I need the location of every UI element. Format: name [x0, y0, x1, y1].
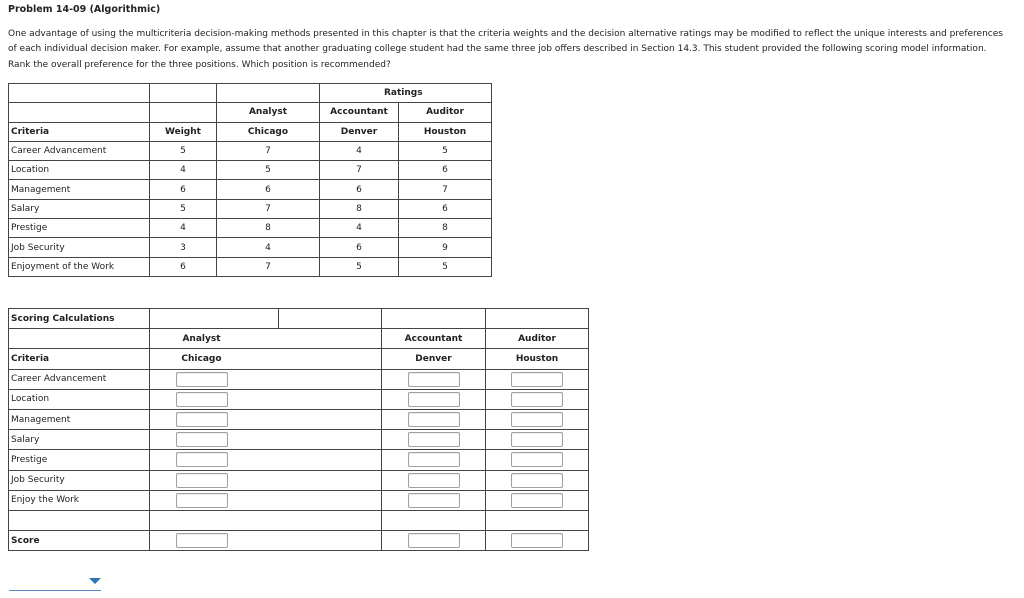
criterion-label: Prestige	[9, 219, 150, 238]
rating-value: 4	[320, 141, 399, 160]
rating-value: 6	[320, 238, 399, 257]
rating-value: 4	[320, 219, 399, 238]
score-input-auditor[interactable]	[511, 372, 563, 387]
table-row	[9, 238, 492, 257]
score-input-auditor[interactable]	[511, 412, 563, 427]
rating-value: 8	[399, 219, 492, 238]
score-input-auditor[interactable]	[511, 493, 563, 508]
score-input-analyst[interactable]	[176, 392, 228, 407]
total-score-input-auditor[interactable]	[511, 533, 563, 548]
alternative-job-row	[9, 329, 589, 349]
scoring-table	[8, 308, 589, 551]
score-input-auditor[interactable]	[511, 432, 563, 447]
weight-value: 6	[150, 257, 217, 276]
rating-value: 9	[399, 238, 492, 257]
score-input-analyst[interactable]	[176, 452, 228, 467]
scoring-title: Scoring Calculations	[9, 309, 150, 329]
table-row	[9, 409, 589, 429]
score-input-auditor[interactable]	[511, 452, 563, 467]
score-input-accountant[interactable]	[408, 412, 460, 427]
criterion-label: Enjoyment of the Work	[9, 257, 150, 276]
score-input-auditor[interactable]	[511, 473, 563, 488]
table-row	[9, 161, 492, 180]
alt-job-analyst: Analyst	[217, 103, 320, 122]
score-input-accountant[interactable]	[408, 432, 460, 447]
rating-value: 5	[217, 161, 320, 180]
rating-value: 8	[320, 199, 399, 218]
rating-value: 8	[217, 219, 320, 238]
criterion-label: Location	[9, 161, 150, 180]
score-row	[9, 531, 589, 551]
score-input-analyst[interactable]	[176, 493, 228, 508]
total-score-input-accountant[interactable]	[408, 533, 460, 548]
table-row	[9, 141, 492, 160]
score-input-auditor[interactable]	[511, 392, 563, 407]
header-row	[9, 349, 589, 369]
alt-job-accountant: Accountant	[320, 103, 399, 122]
score-input-analyst[interactable]	[176, 473, 228, 488]
criterion-label: Location	[9, 389, 150, 409]
rating-value: 4	[217, 238, 320, 257]
rating-value: 7	[217, 141, 320, 160]
rating-value: 6	[399, 199, 492, 218]
score-job-auditor: Auditor	[486, 329, 589, 349]
scoring-title-row	[9, 309, 589, 329]
criterion-label: Management	[9, 180, 150, 199]
table-row	[9, 369, 589, 389]
weight-header: Weight	[150, 122, 217, 141]
criterion-label: Salary	[9, 430, 150, 450]
criterion-label: Salary	[9, 199, 150, 218]
criterion-label: Career Advancement	[9, 141, 150, 160]
criterion-label: Enjoy the Work	[9, 490, 150, 510]
criterion-label: Job Security	[9, 470, 150, 490]
problem-title: Problem 14-09 (Algorithmic)	[8, 4, 161, 15]
rating-value: 5	[320, 257, 399, 276]
score-city-denver: Denver	[382, 349, 486, 369]
score-input-accountant[interactable]	[408, 493, 460, 508]
score-input-analyst[interactable]	[176, 372, 228, 387]
chevron-down-icon	[89, 578, 101, 584]
rating-value: 7	[399, 180, 492, 199]
rating-value: 7	[217, 257, 320, 276]
intro-line: Rank the overall preference for the three positions. Which position is recommended?	[8, 59, 391, 70]
table-row	[9, 430, 589, 450]
table-row	[9, 470, 589, 490]
table-row	[9, 450, 589, 470]
ratings-group-header: Ratings	[320, 84, 492, 103]
weight-value: 6	[150, 180, 217, 199]
score-job-analyst: Analyst	[150, 329, 382, 349]
weight-value: 3	[150, 238, 217, 257]
score-city-chicago: Chicago	[150, 349, 382, 369]
criteria-header: Criteria	[9, 122, 150, 141]
score-input-accountant[interactable]	[408, 372, 460, 387]
ratings-table	[8, 83, 492, 277]
intro-line: of each individual decision maker. For example, assume that another graduating college student had the same three job offers described in Section 14.3. This student provided the following scoring model information.	[8, 44, 987, 55]
criteria-header: Criteria	[9, 349, 150, 369]
rating-value: 5	[399, 141, 492, 160]
weight-value: 5	[150, 141, 217, 160]
recommended-position-dropdown[interactable]	[9, 578, 101, 591]
ratings-group-row	[9, 84, 492, 103]
score-job-accountant: Accountant	[382, 329, 486, 349]
problem-description	[8, 27, 1020, 73]
rating-value: 7	[320, 161, 399, 180]
score-input-accountant[interactable]	[408, 452, 460, 467]
alternative-job-row	[9, 103, 492, 122]
weight-value: 4	[150, 219, 217, 238]
table-row	[9, 180, 492, 199]
score-input-analyst[interactable]	[176, 432, 228, 447]
table-row	[9, 257, 492, 276]
criterion-label: Career Advancement	[9, 369, 150, 389]
score-input-analyst[interactable]	[176, 412, 228, 427]
table-row	[9, 199, 492, 218]
weight-value: 5	[150, 199, 217, 218]
score-label: Score	[9, 531, 150, 551]
score-input-accountant[interactable]	[408, 473, 460, 488]
table-row	[9, 389, 589, 409]
rating-value: 7	[217, 199, 320, 218]
score-input-accountant[interactable]	[408, 392, 460, 407]
spacer-row	[9, 510, 589, 530]
table-row	[9, 219, 492, 238]
alt-city-denver: Denver	[320, 122, 399, 141]
criterion-label: Job Security	[9, 238, 150, 257]
weight-value: 4	[150, 161, 217, 180]
criterion-label: Management	[9, 409, 150, 429]
alt-city-houston: Houston	[399, 122, 492, 141]
alt-job-auditor: Auditor	[399, 103, 492, 122]
rating-value: 5	[399, 257, 492, 276]
score-city-houston: Houston	[486, 349, 589, 369]
total-score-input-analyst[interactable]	[176, 533, 228, 548]
rating-value: 6	[399, 161, 492, 180]
rating-value: 6	[217, 180, 320, 199]
header-row	[9, 122, 492, 141]
rating-value: 6	[320, 180, 399, 199]
alt-city-chicago: Chicago	[217, 122, 320, 141]
criterion-label: Prestige	[9, 450, 150, 470]
table-row	[9, 490, 589, 510]
intro-line: One advantage of using the multicriteria decision-making methods presented in this chapter is that the criteria weights and the decision alternative ratings may be modified to reflect the unique interests and preferences	[8, 29, 1003, 39]
